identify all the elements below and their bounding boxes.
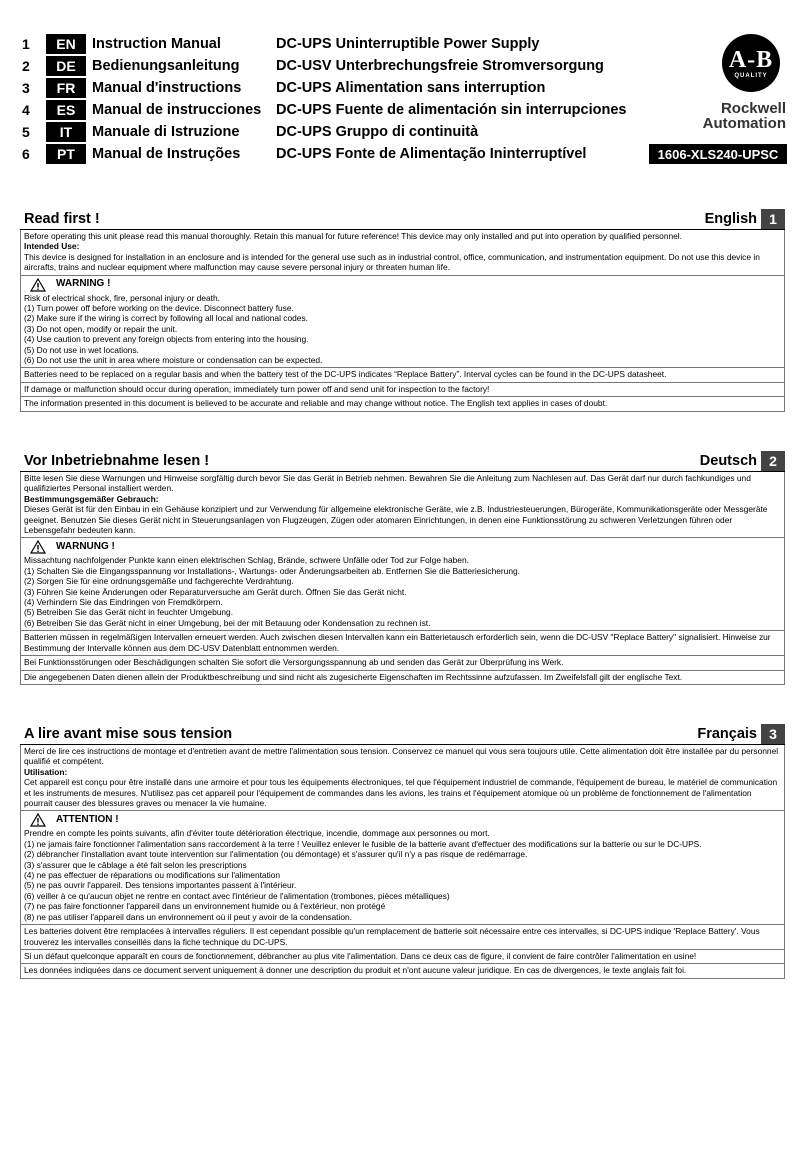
language-row-pt: [22, 144, 586, 164]
warning-heading: [24, 812, 781, 828]
manual-title: Bedienungsanleitung: [92, 58, 240, 74]
section-title: Vor Inbetriebnahme lesen !: [24, 453, 210, 469]
section-deutsch: [20, 451, 785, 685]
language-row-de: [22, 56, 604, 76]
warning-line: (5) Betreiben Sie das Gerät nicht in feuchter Umgebung.: [24, 607, 234, 618]
manual-title: Manual de Instruções: [92, 146, 241, 162]
warning-line: (6) Do not use the unit in area where moisture or condensation can be expected.: [24, 355, 323, 366]
warning-line: (1) Turn power off before working on the device. Disconnect battery fuse.: [24, 303, 294, 314]
section-number-badge: 2: [761, 451, 785, 471]
intended-use-heading: Intended Use:: [24, 241, 80, 252]
section-title: A lire avant mise sous tension: [24, 726, 233, 742]
language-number: 6: [22, 146, 30, 162]
warning-line: (4) Verhindern Sie das Eindringen von Fremdkörpern.: [24, 597, 223, 608]
brand-name-line1: Rockwell: [720, 100, 786, 117]
language-number: 2: [22, 58, 30, 74]
warning-line: (2) Make sure if the wiring is correct by following all local and national codes.: [24, 313, 308, 324]
warning-heading: [24, 539, 781, 555]
battery-note: Batterien müssen in regelmäßigen Intervallen erneuert werden. Auch zwischen diesen Intervallen kann ein Batterietausch erforderlich sein, wenn die DC-USV "Replace Battery" signalisiert. Hinweise zur Bestimmung der Intervalle können aus dem DC-USV Datenblatt entnommen werden.: [20, 631, 785, 656]
warning-triangle-icon: [30, 540, 46, 554]
manual-title: Instruction Manual: [92, 36, 221, 52]
section-header: [20, 209, 785, 230]
malfunction-note: Si un défaut quelconque apparaît en cours de fonctionnement, débrancher au plus vite l'alimentation. Dans ce deux cas de figure, il convient de faire contrôler l'alimentation en usine!: [20, 950, 785, 964]
language-number: 1: [22, 36, 30, 52]
intro-block: [20, 472, 785, 538]
section-francais: [20, 724, 785, 979]
product-title: DC-UPS Alimentation sans interruption: [276, 80, 546, 96]
intro-text: Merci de lire ces instructions de montage et d'entretien avant de mettre l'alimentation sous tension. Conservez ce manuel qui vous sera toujours utile. Cette alimentation doit être installée par du personnel qualifié et compétent.: [24, 746, 779, 767]
section-language: Français: [697, 726, 757, 742]
intro-text: Bitte lesen Sie diese Warnungen und Hinweise sorgfältig durch bevor Sie das Gerät in Betrieb nehmen. Bewahren Sie die Anleitung zum Nachlesen auf. Das Gerät darf nur durch fachkundiges und qualifiziertes Personal installiert werden.: [24, 473, 751, 494]
manual-title: Manual d'instructions: [92, 80, 242, 96]
section-language: English: [704, 211, 757, 227]
ab-letters: A-B: [728, 46, 774, 73]
battery-note: Batteries need to be replaced on a regular basis and when the battery test of the DC-UPS indicates “Replace Battery”. Interval cycles can be found in the DC-UPS datasheet.: [20, 368, 785, 382]
warning-line: (8) ne pas utiliser l'appareil dans un environnement où il peut y avoir de la condensation.: [24, 911, 352, 922]
language-row-es: [22, 100, 626, 120]
language-number: 3: [22, 80, 30, 96]
warning-line: (3) s'assurer que le câblage a été fait selon les prescriptions: [24, 859, 247, 870]
allen-bradley-logo: [649, 34, 789, 169]
warning-block: [20, 811, 785, 925]
document-header: [22, 34, 787, 169]
warning-line: (6) veiller à ce qu'aucun objet ne rentre en contact avec l'intérieur de l'alimentation (trombones, pièces métalliques): [24, 890, 450, 901]
section-language: Deutsch: [699, 453, 757, 469]
malfunction-note: If damage or malfunction should occur during operation, immediately turn power off and send unit for inspection to the factory!: [20, 383, 785, 397]
part-number-badge: 1606-XLS240-UPSC: [649, 144, 787, 164]
language-code-badge: IT: [46, 122, 86, 142]
warning-line: (2) débrancher l'installation avant toute intervention sur l'alimentation (ou démontage) et s'assurer qu'il n'y a pas risque de redémarrage.: [24, 849, 528, 860]
language-number: 4: [22, 102, 30, 118]
disclaimer-note: Les données indiquées dans ce document servent uniquement à donner une description du produit et n'ont aucune valeur juridique. En cas de divergences, le texte anglais fait foi.: [20, 964, 785, 978]
intended-use-heading: Utilisation:: [24, 766, 68, 777]
product-title: DC-UPS Fonte de Alimentação Ininterruptível: [276, 146, 587, 162]
language-row-en: [22, 34, 539, 54]
section-header: [20, 724, 785, 745]
language-row-it: [22, 122, 478, 142]
warning-line: Risk of electrical shock, fire, personal injury or death.: [24, 292, 220, 303]
language-code-badge: ES: [46, 100, 86, 120]
quality-label: QUALITY: [734, 72, 768, 79]
intro-text: Before operating this unit please read this manual thoroughly. Retain this manual for future reference! This device may only installed and put into operation by qualified personnel.: [24, 231, 682, 241]
warning-heading: [24, 277, 781, 293]
intended-use-text: Cet appareil est conçu pour être installé dans une armoire et pour tous les équipements électroniques, tel que l'équipement industriel de commande, l'équipement de bureau, le matériel de communication et les instruments de mesures. N'utilisez pas cet appareil pour l'équipement de commandes dans les avions, les trains et l'équipement atomique où un problème de fonctionnement de l'alimentation pourrait causer des blessures graves ou menacer la vie humaine.: [24, 777, 778, 809]
intended-use-text: Dieses Gerät ist für den Einbau in ein Gehäuse konzipiert und zur Verwendung für allgemeine elektronische Geräte, wie z.B. Industriesteuerungen, Bürogeräte, Kommunikationsgeräte oder Messgeräte geeignet. Benutzen Sie dieses Gerät nicht in Steuerungsanlagen von Flugzeugen, Zügen oder atomaren Einrichtungen, in denen eine Funktionsstörung zu schweren Verletzungen führen oder Lebensgefahr bedeuten kann.: [24, 504, 768, 536]
warning-line: (2) Sorgen Sie für eine ordnungsgemäße und fachgerechte Verdrahtung.: [24, 576, 294, 587]
section-title: Read first !: [24, 211, 100, 227]
warning-line: (4) Use caution to prevent any foreign objects from entering into the housing.: [24, 334, 309, 345]
section-header: [20, 451, 785, 472]
warning-line: (1) ne jamais faire fonctionner l'alimentation sans raccordement à la terre ! Veuillez enlever le fusible de la batterie avant d'effectuer des modifications sur la batterie ou sur le DC-UPS.: [24, 838, 702, 849]
manual-title: Manual de instrucciones: [92, 102, 262, 118]
language-code-badge: FR: [46, 78, 86, 98]
manual-title: Manuale di Istruzione: [92, 124, 240, 140]
brand-name-line2: Automation: [702, 115, 786, 132]
intended-use-heading: Bestimmungsgemäßer Gebrauch:: [24, 493, 159, 504]
section-number-badge: 1: [761, 209, 785, 229]
warning-triangle-icon: [30, 278, 46, 292]
warning-triangle-icon: [30, 813, 46, 827]
warning-block: [20, 276, 785, 369]
language-code-badge: PT: [46, 144, 86, 164]
warning-line: (3) Do not open, modify or repair the unit.: [24, 323, 178, 334]
warning-block: [20, 538, 785, 631]
intro-block: [20, 230, 785, 276]
warning-line: (4) ne pas effectuer de réparations ou modifications sur l'alimentation: [24, 870, 281, 881]
battery-note: Les batteries doivent être remplacées à intervalles réguliers. Il est cependant possible qu'un remplacement de batterie soit nécessaire entre ces intervalles, si DC-UPS indique 'Replace Battery'. Vous trouverez les intervalles conseillés dans la fiche technique du DC-UPS.: [20, 925, 785, 950]
warning-title: WARNUNG !: [56, 541, 115, 553]
language-code-badge: DE: [46, 56, 86, 76]
ab-quality-seal: [722, 34, 780, 92]
product-title: DC-USV Unterbrechungsfreie Stromversorgung: [276, 58, 604, 74]
product-title: DC-UPS Gruppo di continuità: [276, 124, 479, 140]
warning-line: (1) Schalten Sie die Eingangsspannung vor Installations-, Wartungs- oder Änderungsarbeiten ab. Entfernen Sie die Batteriesicherung.: [24, 565, 520, 576]
product-title: DC-UPS Fuente de alimentación sin interrupciones: [276, 102, 627, 118]
language-number: 5: [22, 124, 30, 140]
product-title: DC-UPS Uninterruptible Power Supply: [276, 36, 540, 52]
warning-line: Missachtung nachfolgender Punkte kann einen elektrischen Schlag, Brände, schwere Unfälle oder Tod zur Folge haben.: [24, 555, 469, 566]
warning-line: (5) ne pas ouvrir l'appareil. Des tensions importantes passent à l'intérieur.: [24, 880, 297, 891]
warning-line: (3) Führen Sie keine Änderungen oder Reparaturversuche am Gerät durch. Öffnen Sie das Gerät nicht.: [24, 586, 407, 597]
warning-line: (7) ne pas faire fonctionner l'appareil dans un environnement humide ou à l'extérieur, non protégé: [24, 901, 386, 912]
warning-line: (5) Do not use in wet locations.: [24, 344, 139, 355]
malfunction-note: Bei Funktionsstörungen oder Beschädigungen schalten Sie sofort die Versorgungsspannung ab und senden das Gerät zur Überprüfung ins Werk.: [20, 656, 785, 670]
section-english: [20, 209, 785, 412]
warning-title: ATTENTION !: [56, 814, 119, 826]
section-number-badge: 3: [761, 724, 785, 744]
language-code-badge: EN: [46, 34, 86, 54]
language-row-fr: [22, 78, 545, 98]
disclaimer-note: The information presented in this document is believed to be accurate and reliable and may change without notice. The English text applies in cases of doubt.: [20, 397, 785, 411]
disclaimer-note: Die angegebenen Daten dienen allein der Produktbeschreibung und sind nicht als zugesicherte Eigenschaften im Rechtssinne aufzufassen. Im Zweifelsfall gilt der englische Text.: [20, 671, 785, 685]
intro-block: [20, 745, 785, 811]
warning-line: (6) Betreiben Sie das Gerät nicht in einer Umgebung, bei der mit Betauung oder Kondensation zu rechnen ist.: [24, 617, 431, 628]
intended-use-text: This device is designed for installation in an enclosure and is intended for the general use such as in industrial control, office, communication, and instrumentation equipment. Do not use this device in aircrafts, trains and nuclear equipment where malfunction may cause severe personal injury or threaten human life.: [24, 251, 760, 273]
warning-line: Prendre en compte les points suivants, afin d'éviter toute détérioration électrique, incendie, dommage aux personnes ou mort.: [24, 828, 490, 839]
warning-title: WARNING !: [56, 278, 111, 290]
